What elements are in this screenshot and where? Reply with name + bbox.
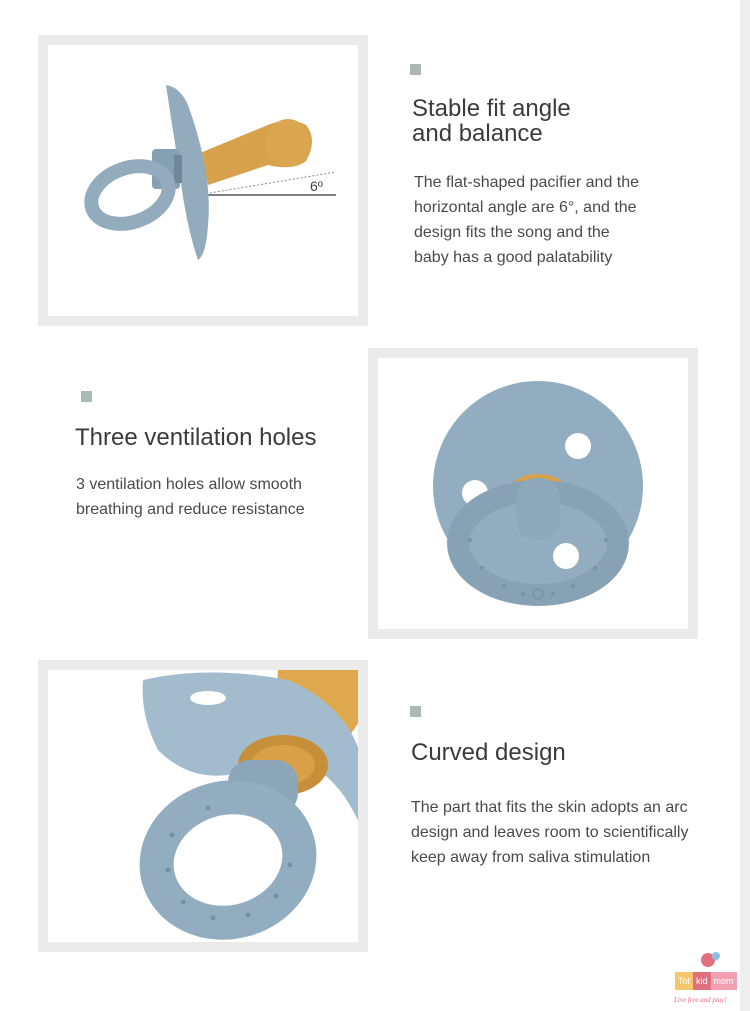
section-marker: [410, 706, 421, 717]
section-title: Curved design: [411, 739, 566, 766]
ventilation-hole: [565, 433, 591, 459]
section-marker: [81, 391, 92, 402]
section-description: The part that fits the skin adopts an arc design and leaves room to scientifically keep away from saliva stimulation: [411, 799, 689, 866]
totkidmom-logo: [670, 950, 750, 1008]
pacifier-closeup-image: [48, 670, 358, 942]
pacifier-side-view-image: [48, 45, 358, 316]
angle-label: 6º: [310, 178, 323, 194]
right-edge-strip: [740, 0, 750, 1011]
photo-frame-angle: [38, 35, 368, 326]
section-title: Three ventilation holes: [75, 424, 317, 451]
logo-wordmark: Tot kid mom: [675, 972, 737, 990]
section-title: Stable fit angle and balance: [412, 95, 571, 147]
photo-frame-curved: [38, 660, 368, 952]
photo-frame-ventilation: [368, 348, 698, 639]
logo-tagline: Live free and play!: [674, 996, 727, 1004]
ventilation-hole: [553, 543, 579, 569]
pacifier-front-view-image: [378, 358, 688, 629]
section-description: The flat-shaped pacifier and the horizontal angle are 6°, and the design fits the song and the baby has a good palatability: [414, 174, 640, 266]
section-marker: [410, 64, 421, 75]
section-description: 3 ventilation holes allow smooth breathing and reduce resistance: [76, 476, 305, 518]
